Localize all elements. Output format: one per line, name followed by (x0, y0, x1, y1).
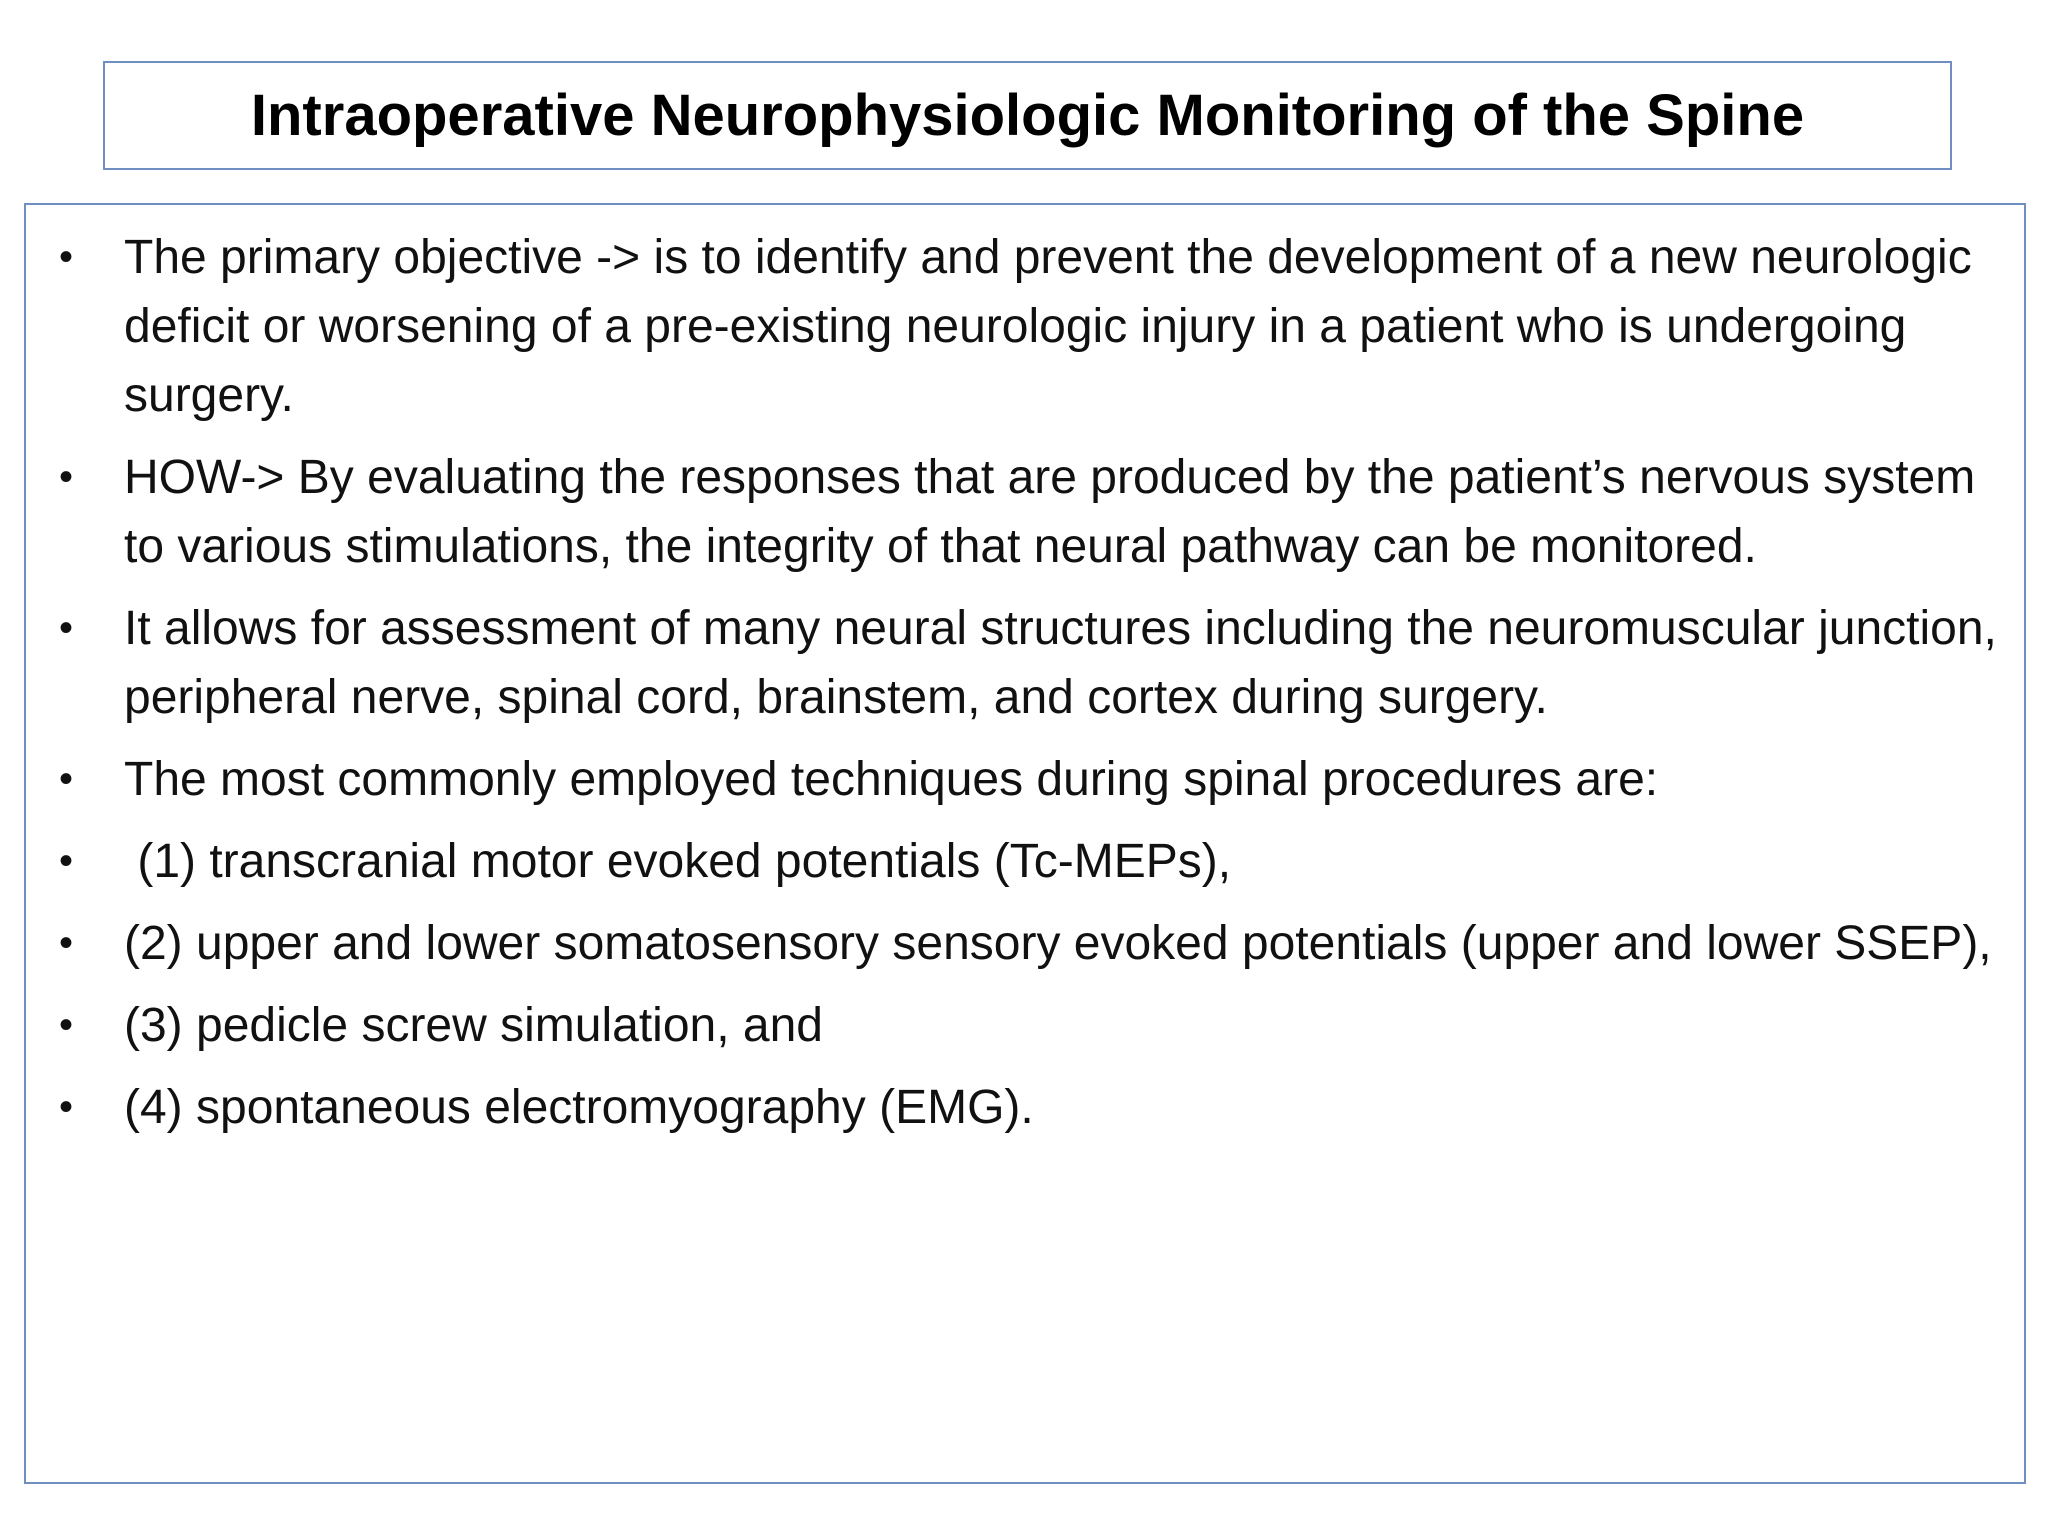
bullet-item-pedicle-screw (26, 991, 2024, 1060)
bullet-icon: • (58, 839, 73, 883)
bullet-text: (3) pedicle screw simulation, and (124, 999, 823, 1052)
bullet-icon: • (58, 455, 73, 499)
bullet-text: HOW-> By evaluating the responses that are produced by the patient’s nervous system to various stimulations, the integrity of that neural pathway can be monitored. (124, 451, 1976, 573)
bullet-icon: • (58, 606, 73, 650)
bullet-item-tc-meps (26, 827, 2024, 896)
bullet-text: (2) upper and lower somatosensory sensory evoked potentials (upper and lower SSEP), (124, 917, 1992, 970)
bullet-icon: • (58, 1003, 73, 1047)
bullet-text: The primary objective -> is to identify and prevent the development of a new neurologic deficit or worsening of a pre-existing neurologic injury in a patient who is undergoing surgery. (124, 231, 1972, 422)
bullet-icon: • (58, 235, 73, 279)
bullet-item-objective (26, 223, 2024, 430)
bullet-list (26, 223, 2024, 1155)
bullet-text: (4) spontaneous electromyography (EMG). (124, 1081, 1034, 1134)
bullet-item-emg (26, 1073, 2024, 1142)
bullet-item-assessment (26, 594, 2024, 732)
bullet-item-how (26, 443, 2024, 581)
content-box (24, 203, 2026, 1484)
bullet-item-techniques (26, 745, 2024, 814)
bullet-icon: • (58, 921, 73, 965)
title-box (103, 61, 1952, 170)
bullet-item-ssep (26, 909, 2024, 978)
bullet-text: It allows for assessment of many neural structures including the neuromuscular junction, peripheral nerve, spinal cord, brainstem, and cortex during surgery. (124, 602, 1997, 724)
bullet-text: (1) transcranial motor evoked potentials (Tc-MEPs), (124, 835, 1232, 888)
slide-title: Intraoperative Neurophysiologic Monitoring of the Spine (250, 83, 1805, 148)
bullet-icon: • (58, 1085, 73, 1129)
bullet-text: The most commonly employed techniques during spinal procedures are: (124, 753, 1659, 806)
bullet-icon: • (58, 757, 73, 801)
